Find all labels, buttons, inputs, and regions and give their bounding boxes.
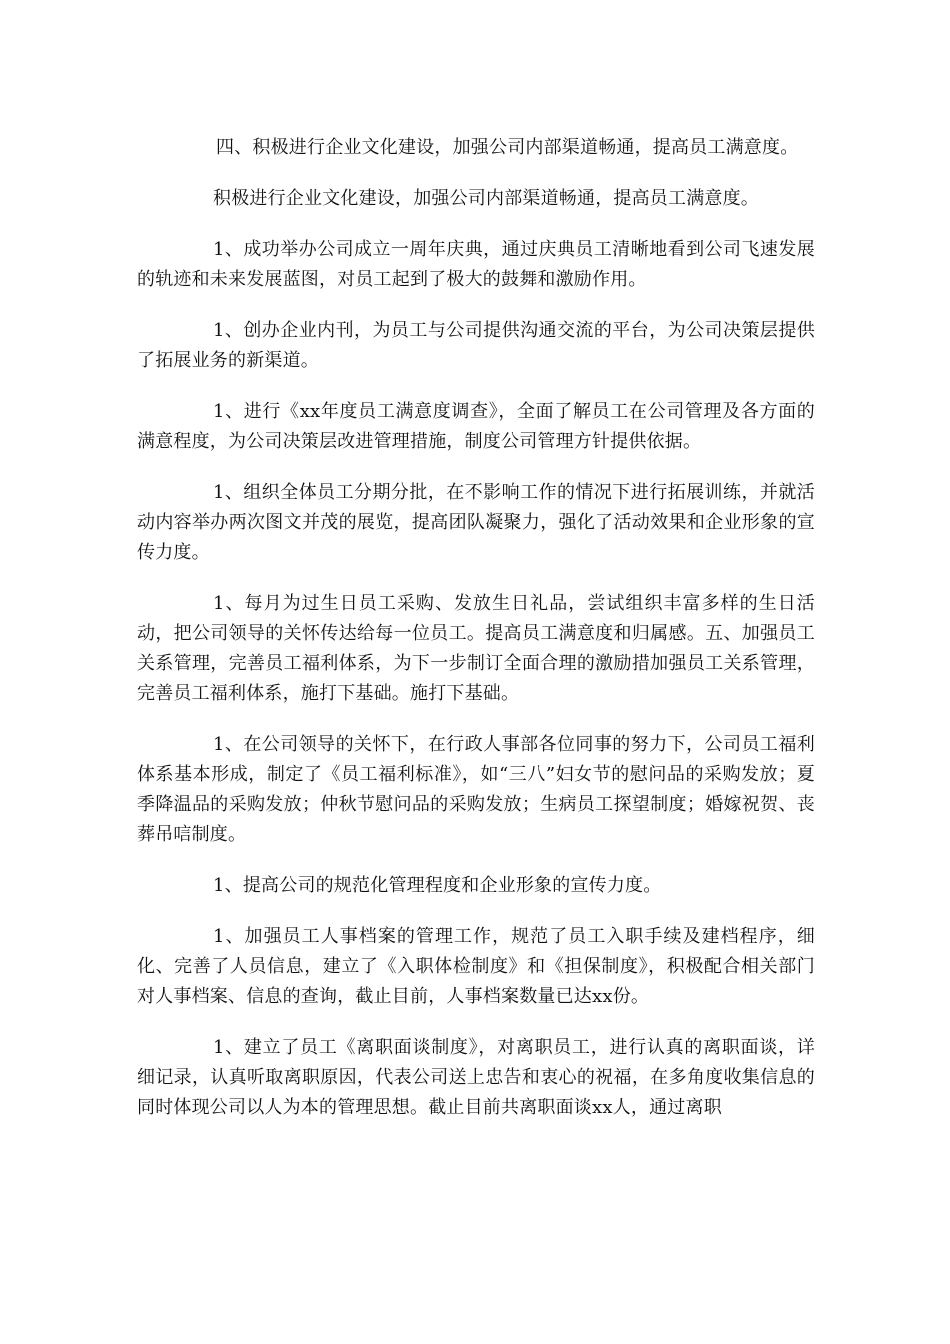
paragraph: 1、加强员工人事档案的管理工作，规范了员工入职手续及建档程序，细化、完善了人员信息，建立了《入职体检制度》和《担保制度》，积极配合相关部门对人事档案、信息的查询，截止目前，人事档案数量已达xx份。	[137, 926, 815, 1007]
paragraph: 积极进行企业文化建设，加强公司内部渠道畅通，提高员工满意度。	[213, 188, 759, 209]
paragraph: 四、积极进行企业文化建设，加强公司内部渠道畅通，提高员工满意度。	[216, 137, 799, 158]
paragraph: 1、创办企业内刊，为员工与公司提供沟通交流的平台，为公司决策层提供了拓展业务的新渠道。	[137, 320, 815, 371]
paragraph: 1、成功举办公司成立一周年庆典，通过庆典员工清晰地看到公司飞速发展的轨迹和未来发展蓝图，对员工起到了极大的鼓舞和激励作用。	[137, 239, 815, 290]
paragraph: 1、组织全体员工分期分批，在不影响工作的情况下进行拓展训练，并就活动内容举办两次图文并茂的展览，提高团队凝聚力，强化了活动效果和企业形象的宣传力度。	[137, 482, 815, 563]
paragraph: 1、进行《xx年度员工满意度调查》，全面了解员工在公司管理及各方面的满意程度，为公司决策层改进管理措施，制度公司管理方针提供依据。	[137, 401, 815, 452]
paragraph: 1、建立了员工《离职面谈制度》，对离职员工，进行认真的离职面谈，详细记录，认真听取离职原因，代表公司送上忠告和衷心的祝福，在多角度收集信息的同时体现公司以人为本的管理思想。截止目前共离职面谈xx人，通过离职	[137, 1037, 815, 1118]
document-body	[137, 133, 815, 1144]
paragraph: 1、提高公司的规范化管理程度和企业形象的宣传力度。	[213, 875, 662, 896]
paragraph: 1、每月为过生日员工采购、发放生日礼品，尝试组织丰富多样的生日活动，把公司领导的关怀传达给每一位员工。提高员工满意度和归属感。五、加强员工关系管理，完善员工福利体系，为下一步制订全面合理的激励措加强员工关系管理，完善员工福利体系，施打下基础。施打下基础。	[137, 593, 815, 704]
paragraph: 1、在公司领导的关怀下，在行政人事部各位同事的努力下，公司员工福利体系基本形成，制定了《员工福利标准》，如“三八”妇女节的慰问品的采购发放；夏季降温品的采购发放；仲秋节慰问品的采购发放；生病员工探望制度；婚嫁祝贺、丧葬吊唁制度。	[137, 734, 815, 845]
